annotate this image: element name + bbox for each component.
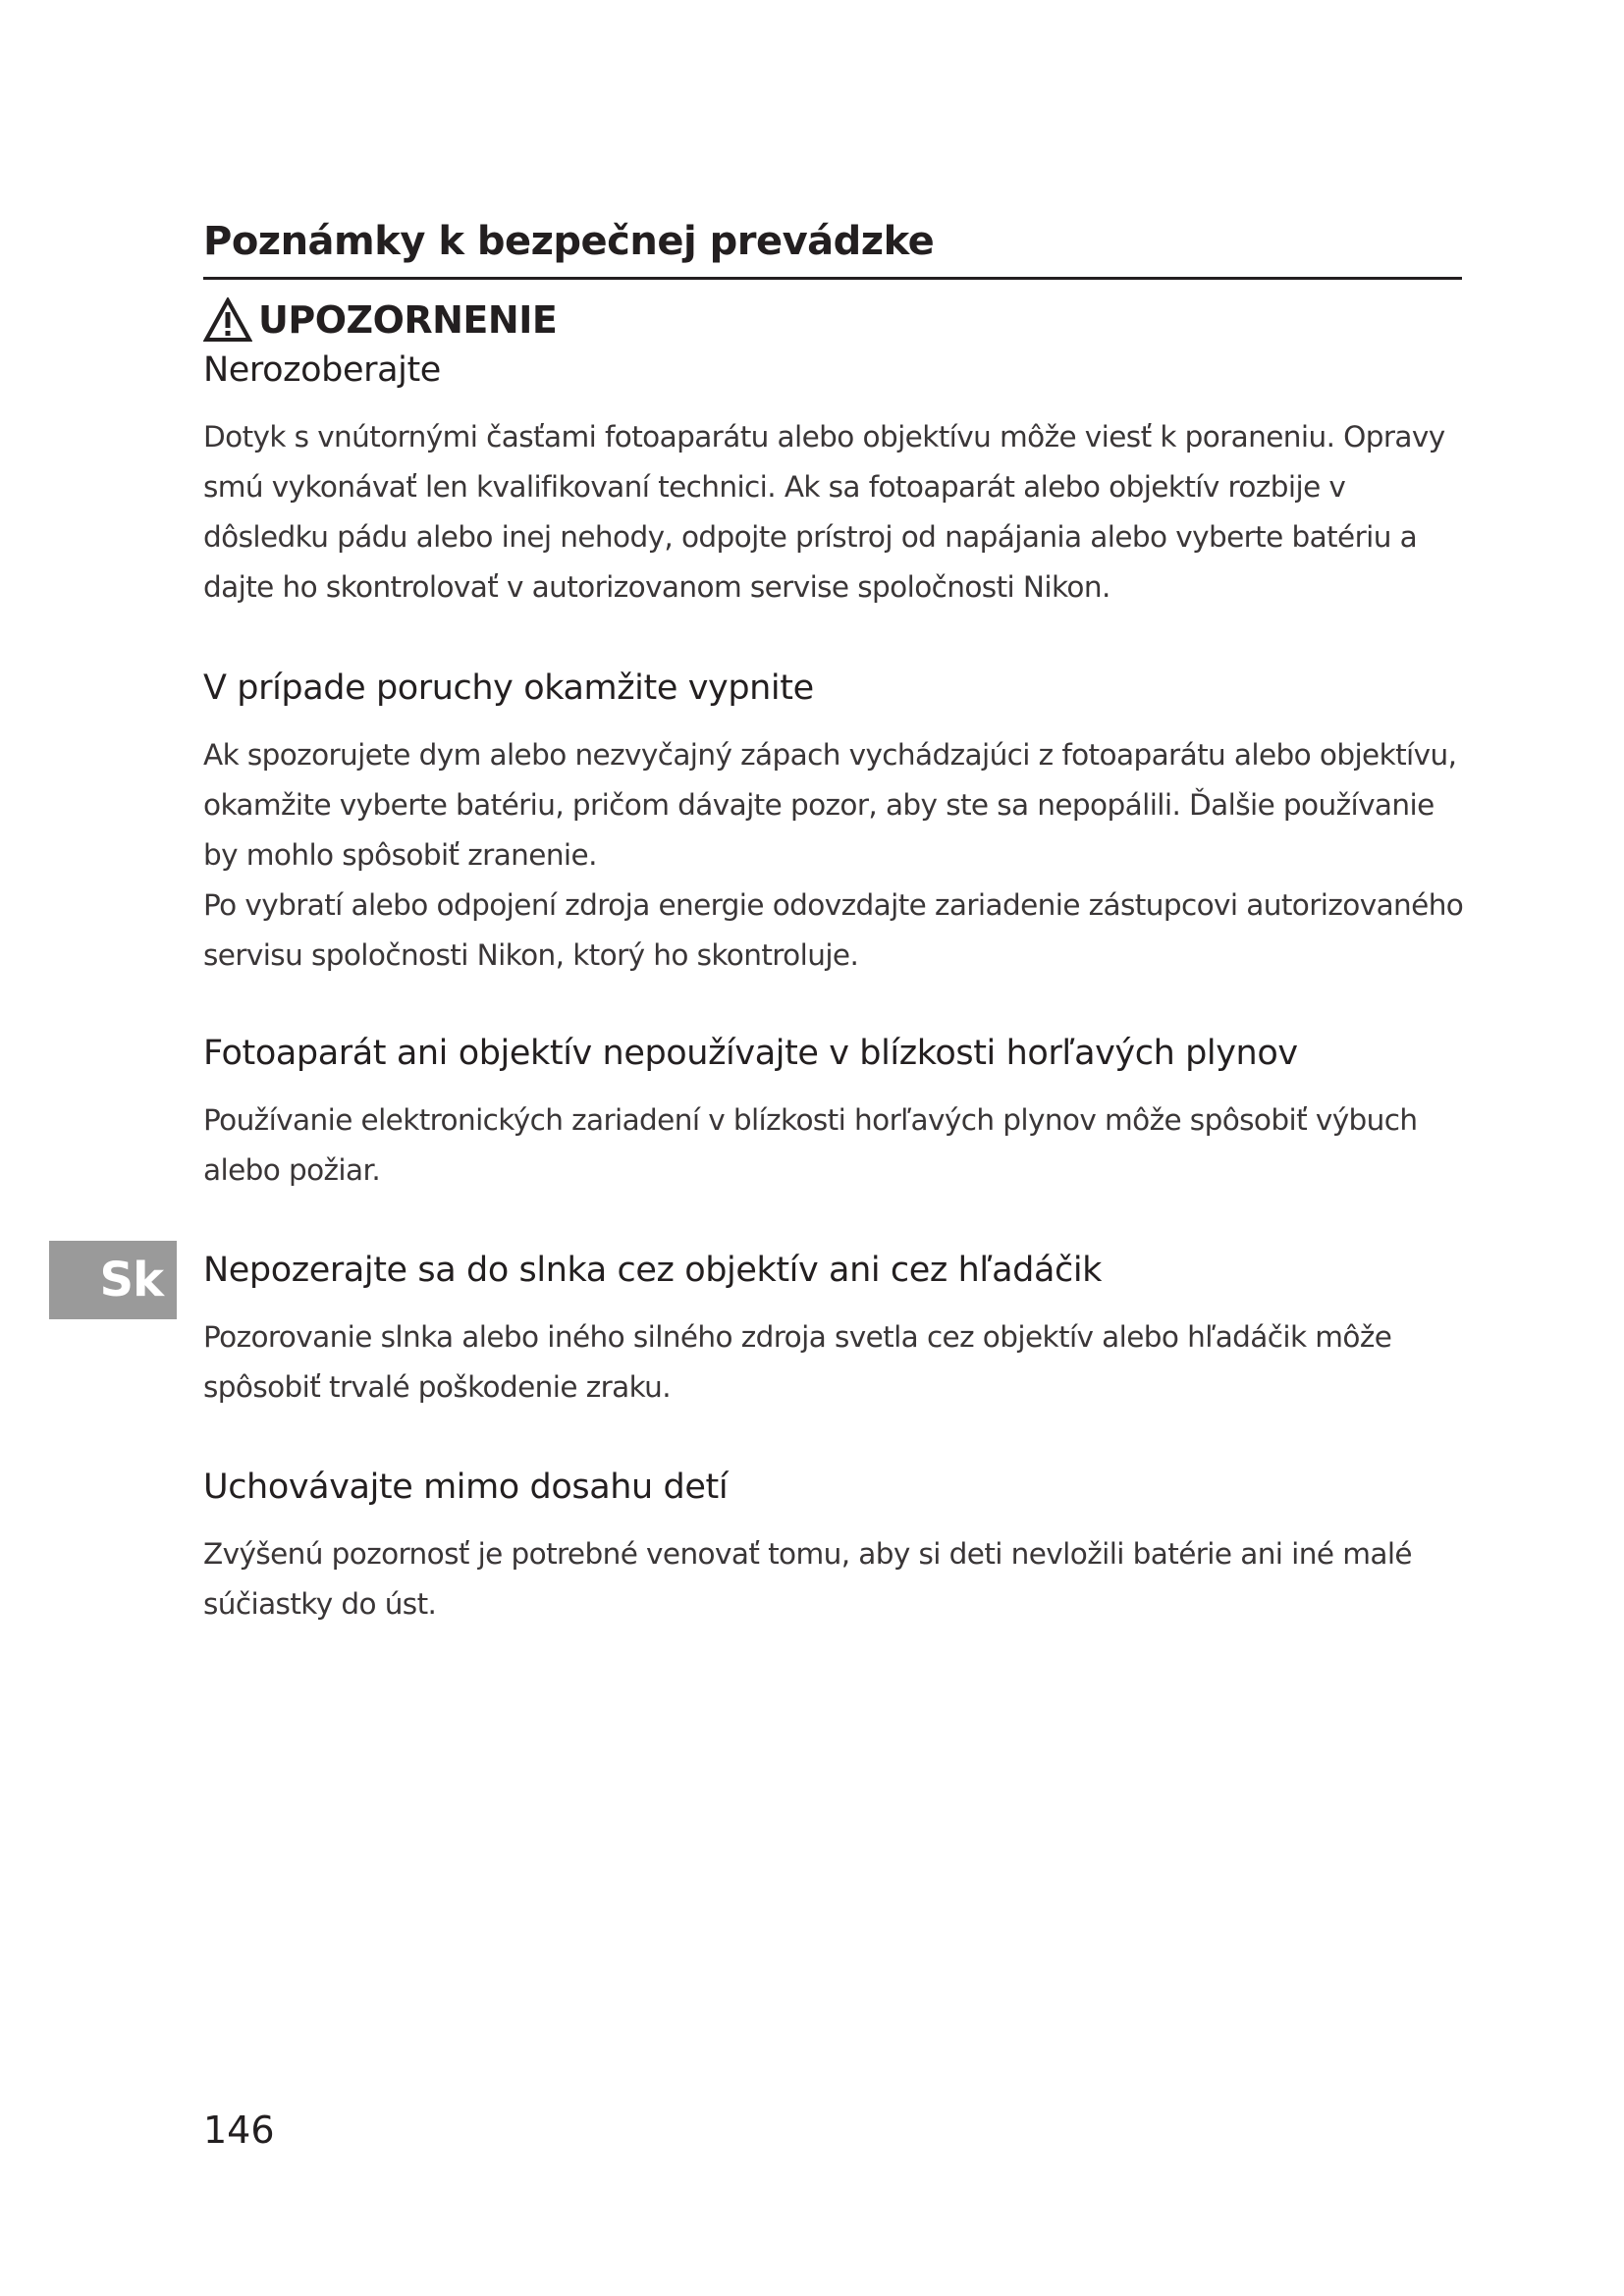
heading-rule: [203, 277, 1462, 280]
section-sun: [203, 1250, 1465, 1413]
section-body: [203, 1095, 1465, 1196]
section-paragraph: Dotyk s vnútornými časťami fotoaparátu alebo objektívu môže viesť k poraneniu. Opravy smú vykonávať len kvalifikovaní technici. Ak sa fotoaparát alebo objektív rozbije v dôsledku pádu alebo inej nehody, odpojte prístroj od napájania alebo vyberte batériu a dajte ho skontrolovať v autorizovanom servise spoločnosti Nikon.: [203, 419, 1445, 604]
section-body: [203, 1529, 1465, 1629]
section-title: Fotoaparát ani objektív nepoužívajte v blízkosti horľavých plynov: [203, 1034, 1298, 1073]
section-body: [203, 730, 1465, 981]
section-title: Nerozoberajte: [203, 350, 441, 390]
section-paragraph: Používanie elektronických zariadení v blízkosti horľavých plynov môže spôsobiť výbuch alebo požiar.: [203, 1102, 1418, 1187]
section-title: Uchovávajte mimo dosahu detí: [203, 1468, 729, 1507]
warning-triangle-icon: [203, 297, 252, 343]
page-number: 146: [203, 2109, 275, 2152]
section-paragraph: Zvýšenú pozornosť je potrebné venovať tomu, aby si deti nevložili batérie ani iné malé súčiastky do úst.: [203, 1536, 1412, 1621]
section-flammable-gas: [203, 1033, 1465, 1196]
section-children: [203, 1467, 1465, 1629]
language-tab: Sk: [49, 1241, 177, 1319]
section-title: Nepozerajte sa do slnka cez objektív ani cez hľadáčik: [203, 1251, 1103, 1290]
section-title: V prípade poruchy okamžite vypnite: [203, 668, 814, 708]
page-heading: Poznámky k bezpečnej prevádzke: [203, 219, 935, 264]
section-malfunction: [203, 667, 1465, 981]
section-paragraph: Pozorovanie slnka alebo iného silného zdroja svetla cez objektív alebo hľadáčik môže spôsobiť trvalé poškodenie zraku.: [203, 1319, 1392, 1404]
caution-label: UPOZORNENIE: [258, 298, 558, 342]
section-body: [203, 412, 1465, 613]
caution-row: [203, 291, 557, 349]
section-paragraph: Po vybratí alebo odpojení zdroja energie odovzdajte zariadenie zástupcovi autorizovaného servisu spoločnosti Nikon, ktorý ho skontroluje.: [203, 887, 1464, 972]
section-paragraph: Ak spozorujete dym alebo nezvyčajný zápach vychádzajúci z fotoaparátu alebo objektívu, okamžite vyberte batériu, pričom dávajte pozor, aby ste sa nepopálili. Ďalšie používanie by mohlo spôsobiť zranenie.: [203, 737, 1457, 872]
section-disassembly: [203, 349, 1465, 613]
section-body: [203, 1312, 1465, 1413]
